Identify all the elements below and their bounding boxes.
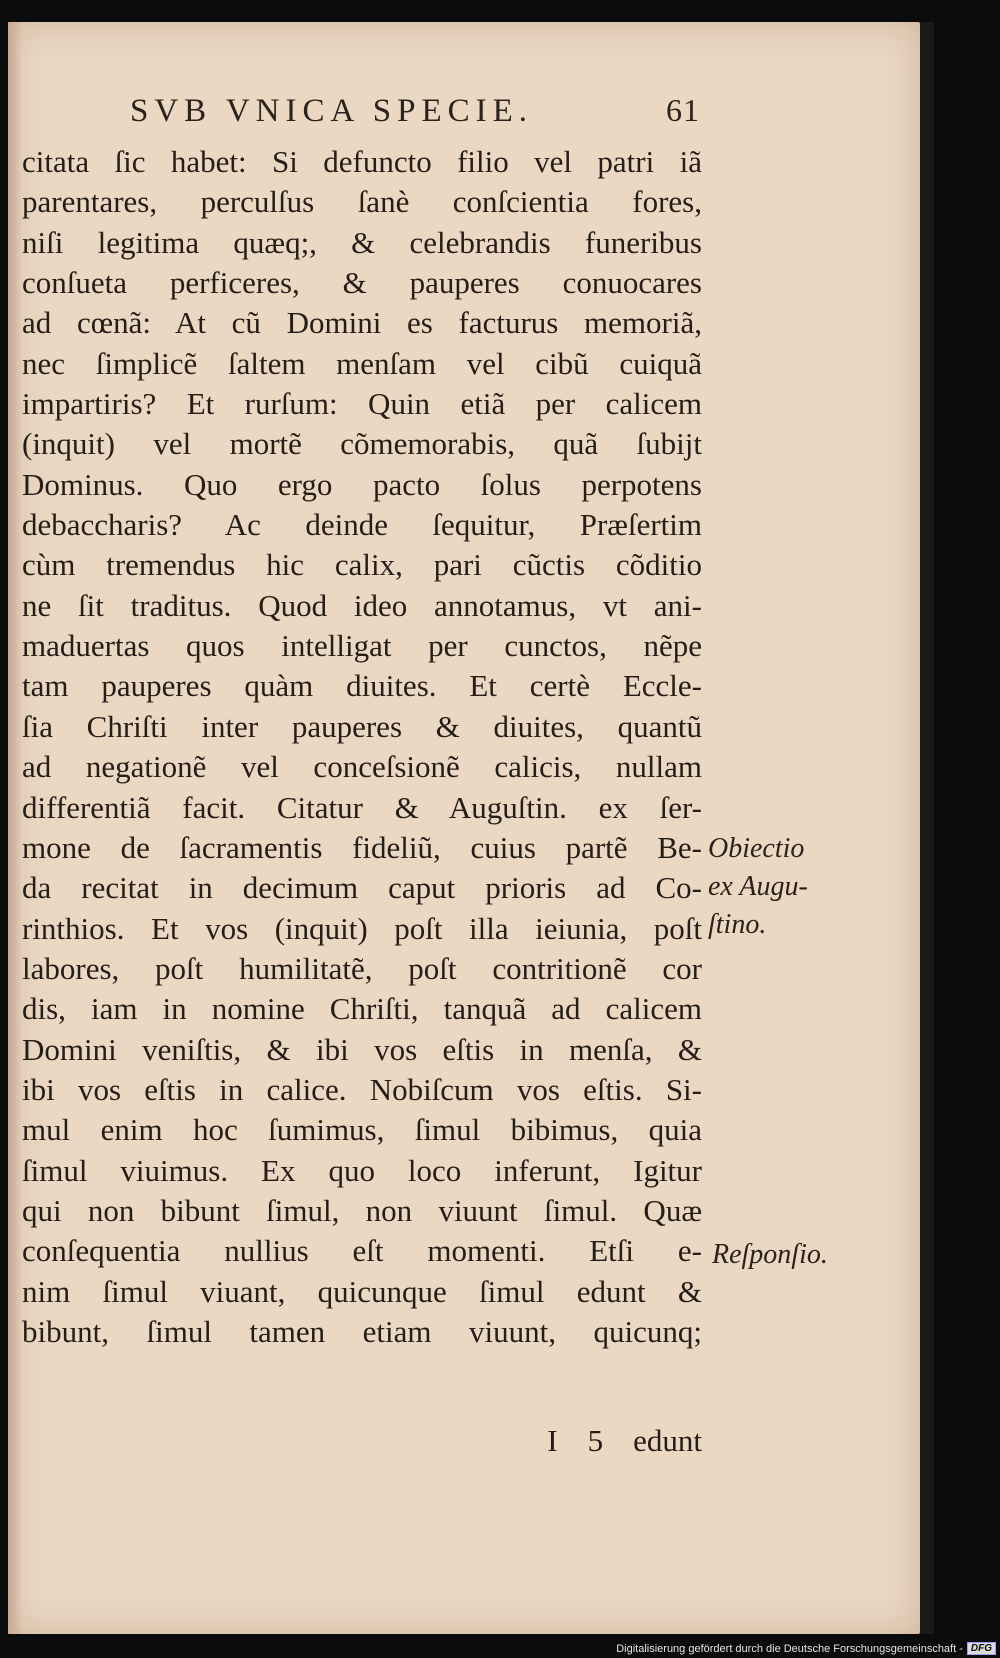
text-line: ad cœnã: At cũ Domini es facturus memoriã, [22, 305, 702, 341]
catchword-line [22, 1423, 702, 1459]
marginal-note-line: ſtino. [708, 909, 767, 940]
text-line: Domini veniſtis, & ibi vos eſtis in menſa, & [22, 1031, 702, 1067]
text-line: qui non bibunt ſimul, non viuunt ſimul. Quæ [22, 1192, 702, 1228]
text-line: conſequentia nullius eſt momenti. Etſi e- [22, 1233, 702, 1269]
text-line: ſia Chriſti inter pauperes & diuites, quantũ [22, 708, 702, 744]
signature-mark: I [547, 1423, 558, 1458]
text-line: citata ſic habet: Si defuncto filio vel patri iã [22, 144, 702, 179]
text-line: impartiris? Et rurſum: Quin etiã per calicem [22, 386, 702, 422]
text-line: labores, poſt humilitatẽ, poſt contritionẽ cor [22, 950, 702, 986]
text-line: ſimul viuimus. Ex quo loco inferunt, Igitur [22, 1152, 702, 1188]
text-line: tam pauperes quàm diuites. Et certè Eccle- [22, 668, 702, 704]
text-line: rinthios. Et vos (inquit) poſt illa ieiunia, poſt [22, 910, 702, 946]
text-line: Dominus. Quo ergo pacto ſolus perpotens [22, 466, 702, 502]
book-fore-edge [920, 22, 934, 1634]
text-line: ne ſit traditus. Quod ideo annotamus, vt ani- [22, 587, 702, 623]
body-text [22, 142, 702, 1352]
page-number: 61 [666, 92, 700, 128]
catchword: edunt [633, 1423, 702, 1458]
text-line: parentares, perculſus ſanè conſcientia fores, [22, 184, 702, 220]
text-line: maduertas quos intelligat per cunctos, nẽpe [22, 628, 702, 664]
credit-text: Digitalisierung gefördert durch die Deutsche Forschungsgemeinschaft - [616, 1642, 963, 1655]
text-line: bibunt, ſimul tamen etiam viuunt, quicunq; [22, 1313, 702, 1349]
running-head [130, 92, 700, 130]
text-line: nec ſimplicẽ ſaltem menſam vel cibũ cuiquã [22, 345, 702, 381]
text-line: differentiã facit. Citatur & Auguſtin. ex ſer- [22, 789, 702, 825]
marginal-note-line: Reſponſio. [712, 1239, 828, 1270]
text-line: debaccharis? Ac deinde ſequitur, Præſertim [22, 507, 702, 543]
marginal-note-line: ex Augu- [708, 871, 808, 902]
running-title: SVB VNICA SPECIE. [130, 93, 534, 129]
text-line: ibi vos eſtis in calice. Nobiſcum vos eſtis. Si- [22, 1071, 702, 1107]
signature-number: 5 [587, 1423, 604, 1458]
text-line: mul enim hoc ſumimus, ſimul bibimus, quia [22, 1112, 702, 1148]
text-line: mone de ſacramentis fideliũ, cuius partẽ Be- [22, 829, 702, 865]
dfg-logo: DFG [967, 1642, 996, 1655]
text-line: dis, iam in nomine Chriſti, tanquã ad calicem [22, 991, 702, 1027]
marginal-note-line: Obiectio [708, 833, 805, 864]
page-edge-stain [8, 22, 22, 1634]
text-line: ad negationẽ vel conceſsionẽ calicis, nullam [22, 749, 702, 785]
text-line: niſi legitima quæq;, & celebrandis funeribus [22, 224, 702, 260]
text-line: conſueta perficeres, & pauperes conuocares [22, 265, 702, 301]
text-line: da recitat in decimum caput prioris ad Co- [22, 870, 702, 906]
text-line: (inquit) vel mortẽ cõmemorabis, quã ſubijt [22, 426, 702, 462]
text-line: cùm tremendus hic calix, pari cũctis cõditio [22, 547, 702, 583]
digitization-credit [614, 1641, 998, 1656]
text-line: nim ſimul viuant, quicunque ſimul edunt & [22, 1273, 702, 1309]
marginal-note-responsio [712, 1236, 882, 1274]
marginal-note-objectio [708, 830, 868, 944]
